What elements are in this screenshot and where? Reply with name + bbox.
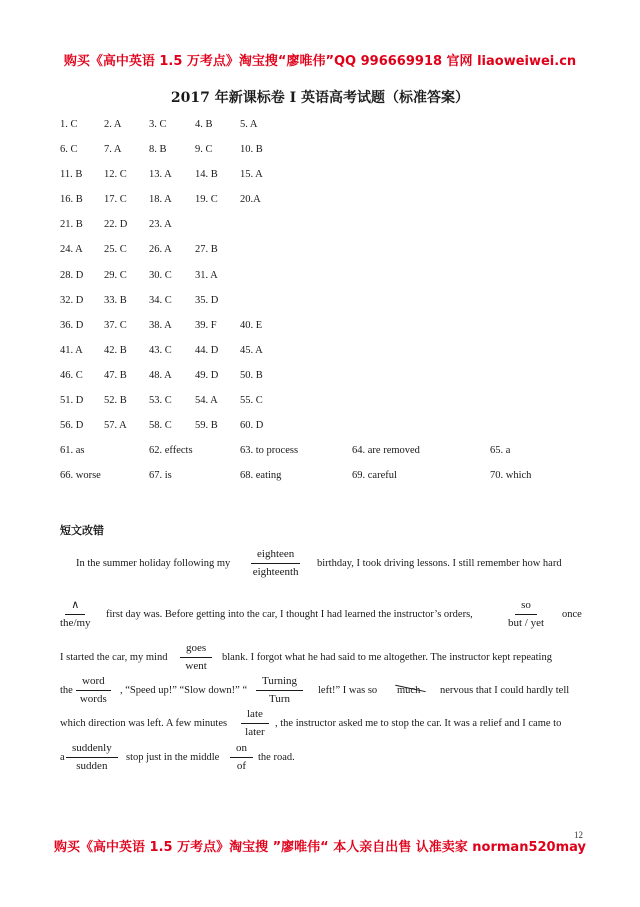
answer-item: 39. F [195, 319, 217, 331]
answer-item: 24. A [60, 244, 83, 256]
correction-answer: but / yet [508, 617, 545, 629]
answer-item: 43. C [149, 344, 172, 356]
answer-row [60, 295, 600, 320]
answer-item: 51. D [60, 395, 84, 407]
answer-item: 33. B [104, 294, 127, 306]
passage-text: left!” I was so [318, 685, 378, 696]
passage-text: the road. [258, 752, 295, 763]
blank-answer-item: 68. eating [240, 470, 282, 482]
correction [251, 547, 300, 580]
passage-text: once [562, 609, 582, 620]
correction [60, 598, 91, 631]
page-number: 12 [574, 830, 583, 840]
answer-item: 48. A [149, 369, 172, 381]
answer-item: 23. A [149, 219, 172, 231]
correction-answer: words [79, 693, 107, 705]
answer-row [60, 395, 600, 420]
answer-item: 3. C [149, 119, 167, 130]
answer-item: 52. B [104, 395, 127, 407]
answer-item: 30. C [149, 269, 172, 281]
passage-text: stop just in the middle [126, 752, 220, 763]
blank-answer-item: 70. which [490, 470, 532, 482]
correction-original: goes [180, 641, 212, 658]
answer-item: 7. A [104, 144, 122, 156]
correction-answer: eighteenth [252, 566, 299, 578]
answer-item: 20.A [240, 194, 261, 206]
passage-text: I started the car, my mind [60, 652, 168, 663]
answer-item: 4. B [195, 119, 213, 130]
answer-row [60, 169, 600, 194]
answer-item: 54. A [195, 395, 218, 407]
answer-item: 2. A [104, 119, 122, 130]
answer-item: 29. C [104, 269, 127, 281]
passage-text: , “Speed up!” “Slow down!” “ [120, 685, 248, 696]
passage-text: , the instructor asked me to stop the car. It was a relief and I came to [275, 718, 562, 729]
answer-row [60, 194, 600, 219]
correction [256, 674, 303, 707]
answer-item: 10. B [240, 144, 263, 156]
answer-item: 25. C [104, 244, 127, 256]
blank-answer-row [60, 470, 600, 495]
passage-text: In the summer holiday following my [76, 558, 231, 569]
correction-original: suddenly [66, 741, 118, 758]
correction-answer: the/my [60, 617, 91, 629]
answer-row [60, 119, 600, 144]
passage-text: nervous that I could hardly tell [440, 685, 570, 696]
answer-item: 19. C [195, 194, 218, 206]
answer-item: 28. D [60, 269, 84, 281]
answer-item: 41. A [60, 344, 83, 356]
correction-answer: Turn [269, 693, 291, 705]
blank-answer-item: 67. is [149, 470, 172, 482]
answer-item: 12. C [104, 169, 127, 181]
correction-answer: later [245, 726, 265, 738]
answer-row [60, 244, 600, 269]
answer-item: 60. D [240, 420, 264, 432]
passage-text: birthday, I took driving lessons. I still remember how hard [317, 558, 562, 569]
deleted-word: much [397, 685, 421, 696]
answer-item: 42. B [104, 344, 127, 356]
answer-item: 34. C [149, 294, 172, 306]
blank-answer-item: 65. a [490, 445, 511, 457]
answer-key [60, 119, 600, 495]
answer-item: 49. D [195, 369, 219, 381]
answer-item: 50. B [240, 369, 263, 381]
correction-original: eighteen [251, 547, 300, 564]
passage-text: which direction was left. A few minutes [60, 718, 228, 729]
correction [230, 741, 253, 774]
answer-item: 57. A [104, 420, 127, 432]
answer-row [60, 270, 600, 295]
blank-answer-item: 69. careful [352, 470, 397, 482]
answer-item: 14. B [195, 169, 218, 181]
correction-original: word [76, 674, 111, 691]
answer-item: 15. A [240, 169, 263, 181]
answer-item: 17. C [104, 194, 127, 206]
answer-row [60, 320, 600, 345]
answer-item: 37. C [104, 319, 127, 331]
blank-answer-item: 66. worse [60, 470, 101, 482]
answer-item: 11. B [60, 169, 83, 181]
answer-item: 55. C [240, 395, 263, 407]
answer-item: 45. A [240, 344, 263, 356]
correction-original: so [515, 598, 537, 615]
blank-answer-item: 61. as [60, 445, 85, 457]
answer-row [60, 144, 600, 169]
answer-item: 6. C [60, 144, 78, 156]
answer-item: 8. B [149, 144, 167, 156]
answer-item: 53. C [149, 395, 172, 407]
answer-item: 38. A [149, 319, 172, 331]
correction-original: Turning [256, 674, 303, 691]
correction [66, 741, 118, 774]
correction [508, 598, 544, 631]
answer-item: 40. E [240, 319, 263, 331]
passage-text: the [60, 685, 73, 696]
correction-original: on [230, 741, 253, 758]
passage-text: blank. I forgot what he had said to me altogether. The instructor kept repeating [222, 652, 552, 663]
answer-item: 36. D [60, 319, 84, 331]
correction [241, 707, 269, 740]
answer-item: 26. A [149, 244, 172, 256]
answer-row [60, 370, 600, 395]
footer-banner: 购买《高中英语 1.5 万考点》淘宝搜 ”廖唯伟“ 本人亲自出售 认准卖家 norman520may [54, 840, 586, 855]
answer-item: 44. D [195, 344, 219, 356]
answer-item: 47. B [104, 369, 127, 381]
answer-item: 16. B [60, 194, 83, 206]
answer-item: 59. B [195, 420, 218, 432]
answer-item: 13. A [149, 169, 172, 181]
passage-text: first day was. Before getting into the car, I thought I had learned the instructor’s orders, [106, 609, 473, 620]
answer-item: 35. D [195, 294, 219, 306]
answer-item: 31. A [195, 269, 218, 281]
correction-answer: went [185, 660, 207, 672]
answer-row [60, 219, 600, 244]
correction [180, 641, 212, 674]
answer-row [60, 420, 600, 445]
header-banner: 购买《高中英语 1.5 万考点》淘宝搜“廖唯伟”QQ 996669918 官网 liaoweiwei.cn [63, 54, 577, 69]
answer-item: 9. C [195, 144, 213, 156]
answer-item: 27. B [195, 244, 218, 256]
blank-answer-item: 64. are removed [352, 445, 420, 457]
answer-row [60, 345, 600, 370]
correction-answer: sudden [76, 760, 108, 772]
answer-item: 58. C [149, 420, 172, 432]
passage-text: a [60, 752, 65, 763]
insertion-mark: ∧ [65, 598, 85, 615]
page-title: 2017 年新课标卷 I 英语高考试题（标准答案） [170, 90, 470, 106]
passage-line [60, 675, 585, 705]
correction-answer: of [236, 760, 247, 772]
answer-item: 1. C [60, 119, 78, 130]
answer-item: 56. D [60, 420, 84, 432]
blank-answer-row [60, 445, 600, 470]
answer-item: 18. A [149, 194, 172, 206]
section-title: 短文改错 [60, 524, 104, 537]
blank-answer-item: 62. effects [149, 445, 193, 457]
answer-item: 46. C [60, 369, 83, 381]
answer-item: 5. A [240, 119, 258, 130]
answer-item: 22. D [104, 219, 128, 231]
blank-answer-item: 63. to process [240, 445, 299, 457]
answer-item: 32. D [60, 294, 84, 306]
correction [76, 674, 111, 707]
correction-original: late [241, 707, 269, 724]
answer-item: 21. B [60, 219, 83, 231]
